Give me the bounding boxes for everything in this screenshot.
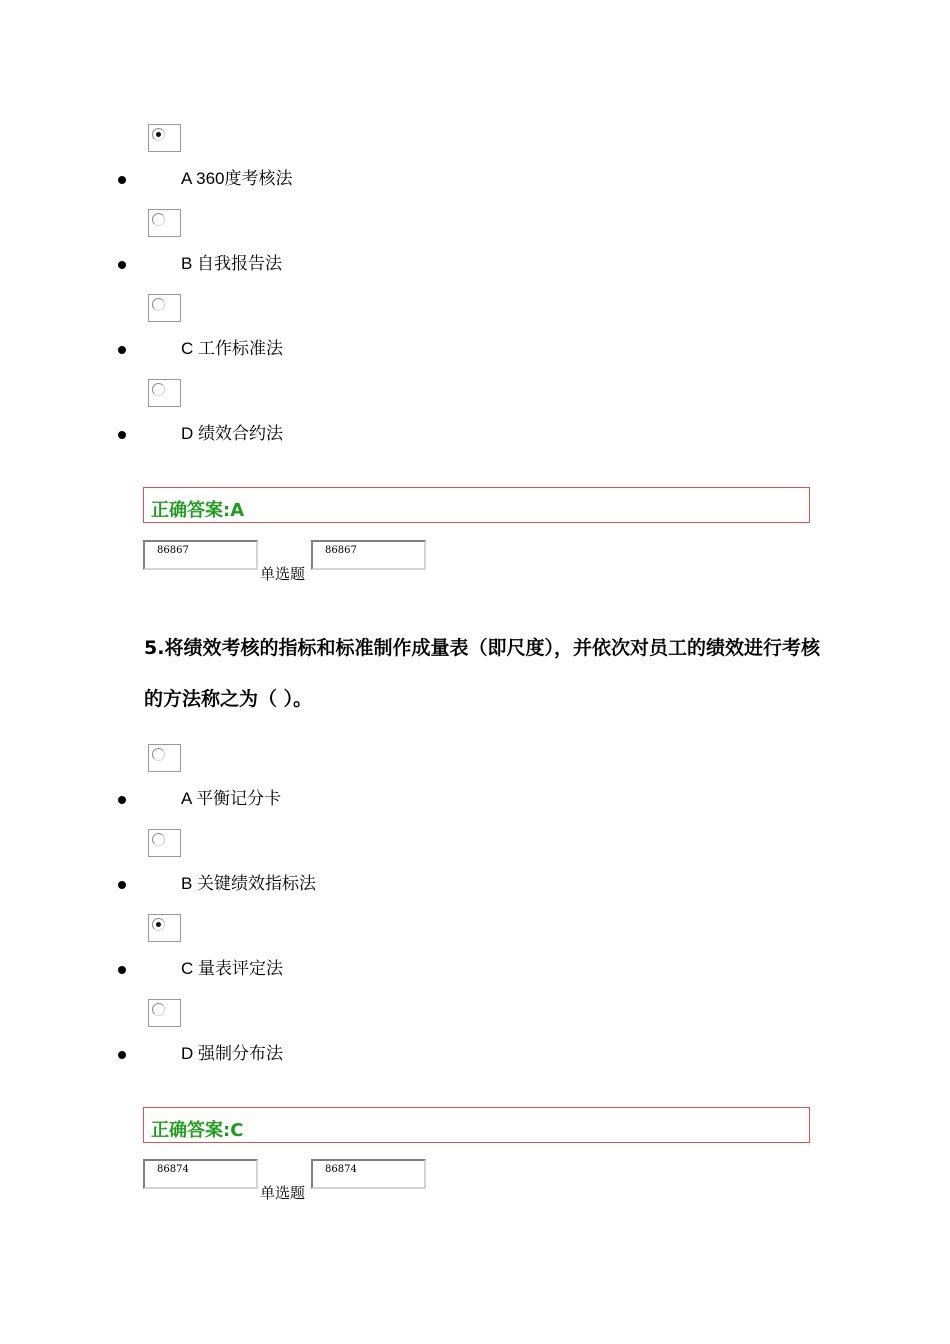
correct-answer-text: 正确答案:A	[151, 500, 245, 521]
radio-circle	[152, 918, 165, 931]
bullet-icon	[118, 431, 126, 439]
question-type-label: 单选题	[260, 1184, 306, 1202]
question-id-field[interactable]	[311, 540, 426, 570]
bullet-icon	[118, 176, 126, 184]
question-id-value: 86867	[325, 545, 357, 556]
bullet-icon	[118, 346, 126, 354]
option-d-label: D 绩效合约法	[181, 424, 283, 443]
radio-option-d[interactable]	[148, 379, 181, 407]
bullet-icon	[118, 796, 126, 804]
bullet-icon	[118, 261, 126, 269]
bullet-icon	[118, 1051, 126, 1059]
radio-circle	[152, 298, 165, 311]
radio-circle	[152, 833, 165, 846]
question-id-field[interactable]	[143, 540, 258, 570]
radio-option-a[interactable]	[148, 124, 181, 152]
radio-circle	[152, 748, 165, 761]
radio-option-c[interactable]	[148, 294, 181, 322]
option-a-label: A 360度考核法	[181, 169, 293, 188]
option-c-label: C 工作标准法	[181, 339, 283, 358]
bullet-icon	[118, 966, 126, 974]
bullet-icon	[118, 881, 126, 889]
correct-answer-text: 正确答案:C	[151, 1120, 244, 1141]
radio-option-b[interactable]	[148, 209, 181, 237]
question-id-value: 86874	[157, 1164, 189, 1175]
radio-option-a[interactable]	[148, 744, 181, 772]
question-text: 5.将绩效考核的指标和标准制作成量表（即尺度），并依次对员工的绩效进行考核的方法称之为（ ）。	[144, 637, 820, 710]
option-c-label: C 量表评定法	[181, 959, 283, 978]
question-id-field[interactable]	[143, 1159, 258, 1189]
question-id-field[interactable]	[311, 1159, 426, 1189]
option-a-label: A 平衡记分卡	[181, 789, 282, 808]
radio-circle	[152, 1003, 165, 1016]
option-d-label: D 强制分布法	[181, 1044, 283, 1063]
radio-selected-dot	[156, 922, 161, 927]
question-id-value: 86867	[157, 545, 189, 556]
option-b-label: B 关键绩效指标法	[181, 874, 317, 893]
radio-circle	[152, 128, 165, 141]
question-type-label: 单选题	[260, 565, 306, 583]
question-id-value: 86874	[325, 1164, 357, 1175]
correct-answer-box	[143, 487, 810, 523]
radio-option-d[interactable]	[148, 999, 181, 1027]
radio-option-c[interactable]	[148, 914, 181, 942]
option-b-label: B 自我报告法	[181, 254, 283, 273]
radio-option-b[interactable]	[148, 829, 181, 857]
correct-answer-box	[143, 1107, 810, 1143]
radio-circle	[152, 383, 165, 396]
radio-circle	[152, 213, 165, 226]
radio-selected-dot	[156, 132, 161, 137]
